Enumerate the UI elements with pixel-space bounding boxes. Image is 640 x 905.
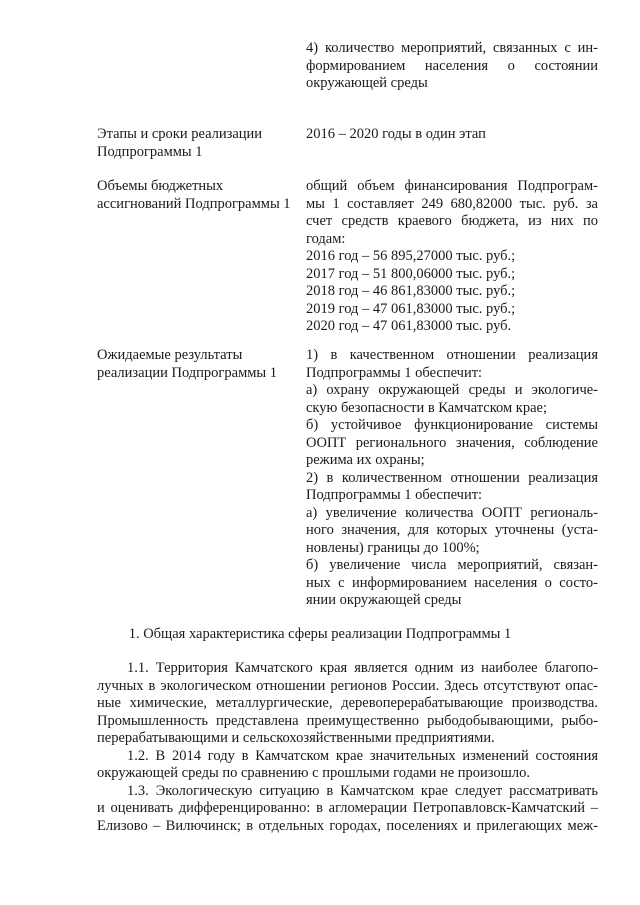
row-value <box>306 126 598 144</box>
value-line: новлены) границы до 100%; <box>306 539 480 556</box>
body-paragraphs <box>97 660 598 835</box>
paragraph-line: окружающей среды по сравнению с прошлыми годами не произошло. <box>97 765 530 781</box>
value-line: ного значения, для которых уточнены (уста- <box>306 522 598 538</box>
value-line: годам: <box>306 230 346 247</box>
value-line: мы 1 составляет 249 680,82000 тыс. руб. за <box>306 195 598 212</box>
label-line: Этапы и сроки реализации <box>97 126 263 142</box>
value-line: а) охрану окружающей среды и экологиче- <box>306 382 598 398</box>
row-value <box>306 40 598 93</box>
paragraph-line: перерабатывающими и сельскохозяйственными предприятиями. <box>97 730 495 746</box>
label-line: Ожидаемые результаты <box>97 347 243 363</box>
label-line: Объемы бюджетных <box>97 178 224 194</box>
value-line: 4) количество мероприятий, связанных с ин- <box>306 40 598 56</box>
row-label <box>97 347 297 382</box>
value-line: скую безопасности в Камчатском крае; <box>306 399 547 416</box>
row-value <box>306 178 598 336</box>
value-line: окружающей среды <box>306 75 428 91</box>
value-line: общий объем финансирования Подпрограм- <box>306 178 598 194</box>
value-line: янии окружающей среды <box>306 592 462 608</box>
value-line: а) увеличение количества ООПТ региональ- <box>306 504 598 521</box>
paragraph-line: 1.3. Экологическую ситуацию в Камчатском крае следует рассматривать <box>127 782 598 799</box>
paragraph-line: 1.2. В 2014 году в Камчатском крае значительных изменений состояния <box>127 747 598 764</box>
value-line: Подпрограммы 1 обеспечит: <box>306 364 483 381</box>
value-line: ООПТ регионального значения, соблюдение <box>306 434 598 451</box>
value-line: ных с информированием населения о состо- <box>306 574 598 591</box>
paragraph-line: лучных в экологическом отношении регионов России. Здесь отсутствуют опас- <box>97 677 598 694</box>
paragraph-line: и оценивать дифференцированно: в агломерации Петропавловск-Камчатский – <box>97 800 598 816</box>
value-line: 1) в качественном отношении реализация <box>306 347 598 363</box>
value-line: формированием населения о состоянии <box>306 57 598 74</box>
value-line: б) устойчивое функционирование системы <box>306 417 598 433</box>
value-line: режима их охраны; <box>306 452 425 468</box>
value-line: 2019 год – 47 061,83000 тыс. руб.; <box>306 300 516 317</box>
paragraph-line: Промышленность представлена преимущественно рыбодобывающими, рыбо- <box>97 712 598 729</box>
value-line: 2016 год – 56 895,27000 тыс. руб.; <box>306 248 516 264</box>
value-line: 2016 – 2020 годы в один этап <box>306 126 486 142</box>
row-label <box>97 126 297 161</box>
label-line: Подпрограммы 1 <box>97 143 203 160</box>
value-line: 2020 год – 47 061,83000 тыс. руб. <box>306 318 512 334</box>
row-label <box>97 178 297 213</box>
paragraph-line: Елизово – Вилючинск; в отдельных городах, поселениях и прилегающих меж- <box>97 817 598 834</box>
row-value <box>306 347 598 610</box>
value-line: б) увеличение числа мероприятий, связан- <box>306 557 598 573</box>
value-line: 2018 год – 46 861,83000 тыс. руб.; <box>306 283 516 299</box>
value-line: счет средств краевого бюджета, из них по <box>306 213 598 229</box>
label-line: реализации Подпрограммы 1 <box>97 364 278 381</box>
value-line: Подпрограммы 1 обеспечит: <box>306 487 483 503</box>
section-heading: 1. Общая характеристика сферы реализации Подпрограммы 1 <box>128 626 512 642</box>
value-line: 2017 год – 51 800,06000 тыс. руб.; <box>306 265 516 282</box>
paragraph-line: ные химические, металлургические, деревоперерабатывающие производства. <box>97 695 598 711</box>
value-line: 2) в количественном отношении реализация <box>306 469 598 486</box>
label-line: ассигнований Подпрограммы 1 <box>97 195 291 212</box>
paragraph-line: 1.1. Территория Камчатского края является одним из наиболее благопо- <box>127 660 598 676</box>
